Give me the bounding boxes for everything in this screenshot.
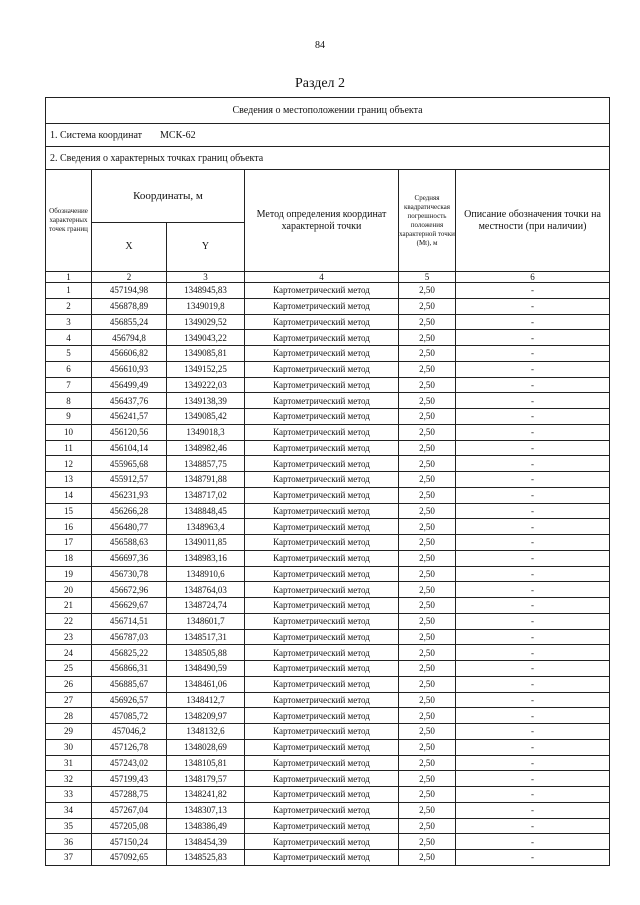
x-coord-cell: 456926,57 <box>92 692 167 708</box>
y-coord-cell: 1348910,6 <box>167 566 245 582</box>
accuracy-cell: 2,50 <box>399 519 456 535</box>
point-id-cell: 21 <box>46 598 92 614</box>
accuracy-cell: 2,50 <box>399 535 456 551</box>
table-row <box>46 834 610 850</box>
method-cell: Картометрический метод <box>245 787 399 803</box>
x-coord-cell: 457243,02 <box>92 755 167 771</box>
accuracy-cell: 2,50 <box>399 566 456 582</box>
y-coord-cell: 1348386,49 <box>167 818 245 834</box>
x-coord-cell: 456866,31 <box>92 661 167 677</box>
accuracy-cell: 2,50 <box>399 787 456 803</box>
table-row <box>46 346 610 362</box>
method-cell: Картометрический метод <box>245 676 399 692</box>
coord-system-label: 1. Система координат <box>50 129 143 141</box>
method-cell: Картометрический метод <box>245 566 399 582</box>
point-id-cell: 31 <box>46 755 92 771</box>
x-coord-cell: 456266,28 <box>92 503 167 519</box>
x-coord-cell: 456629,67 <box>92 598 167 614</box>
method-cell: Картометрический метод <box>245 850 399 866</box>
table-row <box>46 409 610 425</box>
table-row <box>46 440 610 456</box>
y-coord-cell: 1348982,46 <box>167 440 245 456</box>
method-cell: Картометрический метод <box>245 692 399 708</box>
y-coord-cell: 1348132,6 <box>167 724 245 740</box>
description-cell: - <box>456 440 610 456</box>
description-cell: - <box>456 787 610 803</box>
description-cell: - <box>456 409 610 425</box>
method-cell: Картометрический метод <box>245 283 399 299</box>
x-coord-cell: 456730,78 <box>92 566 167 582</box>
table-caption: Сведения о местоположении границ объекта <box>46 98 610 124</box>
point-id-cell: 37 <box>46 850 92 866</box>
x-coord-cell: 457126,78 <box>92 739 167 755</box>
table-row <box>46 566 610 582</box>
description-cell: - <box>456 645 610 661</box>
y-coord-cell: 1348461,06 <box>167 676 245 692</box>
table-row <box>46 692 610 708</box>
description-cell: - <box>456 330 610 346</box>
header-method: Метод определения координат характерной точки <box>245 170 399 272</box>
description-cell: - <box>456 393 610 409</box>
x-coord-cell: 457092,65 <box>92 850 167 866</box>
y-coord-cell: 1349029,52 <box>167 314 245 330</box>
y-coord-cell: 1348848,45 <box>167 503 245 519</box>
x-coord-cell: 456672,96 <box>92 582 167 598</box>
description-cell: - <box>456 771 610 787</box>
method-cell: Картометрический метод <box>245 535 399 551</box>
point-id-cell: 14 <box>46 487 92 503</box>
description-cell: - <box>456 361 610 377</box>
x-coord-cell: 456606,82 <box>92 346 167 362</box>
y-coord-cell: 1349222,03 <box>167 377 245 393</box>
header-description: Описание обозначения точки на местности (при наличии) <box>456 170 610 272</box>
table-row <box>46 298 610 314</box>
x-coord-cell: 456231,93 <box>92 487 167 503</box>
method-cell: Картометрический метод <box>245 661 399 677</box>
description-cell: - <box>456 724 610 740</box>
x-coord-cell: 457267,04 <box>92 802 167 818</box>
method-cell: Картометрический метод <box>245 771 399 787</box>
x-coord-cell: 456610,93 <box>92 361 167 377</box>
method-cell: Картометрический метод <box>245 519 399 535</box>
x-coord-cell: 456855,24 <box>92 314 167 330</box>
column-number: 6 <box>456 272 610 283</box>
x-coord-cell: 456499,49 <box>92 377 167 393</box>
table-body <box>46 283 610 866</box>
coord-system-value: МСК-62 <box>160 129 196 141</box>
table-row <box>46 535 610 551</box>
table-row <box>46 283 610 299</box>
point-id-cell: 2 <box>46 298 92 314</box>
point-id-cell: 22 <box>46 613 92 629</box>
method-cell: Картометрический метод <box>245 440 399 456</box>
point-id-cell: 12 <box>46 456 92 472</box>
point-id-cell: 11 <box>46 440 92 456</box>
boundary-points-table <box>45 97 610 866</box>
point-id-cell: 7 <box>46 377 92 393</box>
accuracy-cell: 2,50 <box>399 661 456 677</box>
table-row <box>46 676 610 692</box>
accuracy-cell: 2,50 <box>399 850 456 866</box>
point-id-cell: 13 <box>46 472 92 488</box>
accuracy-cell: 2,50 <box>399 676 456 692</box>
point-id-cell: 30 <box>46 739 92 755</box>
y-coord-cell: 1348307,13 <box>167 802 245 818</box>
y-coord-cell: 1348717,02 <box>167 487 245 503</box>
table-row <box>46 598 610 614</box>
description-cell: - <box>456 739 610 755</box>
y-coord-cell: 1348983,16 <box>167 550 245 566</box>
method-cell: Картометрический метод <box>245 598 399 614</box>
accuracy-cell: 2,50 <box>399 613 456 629</box>
table-row <box>46 330 610 346</box>
accuracy-cell: 2,50 <box>399 361 456 377</box>
table-row <box>46 645 610 661</box>
column-number: 3 <box>167 272 245 283</box>
description-cell: - <box>456 834 610 850</box>
method-cell: Картометрический метод <box>245 393 399 409</box>
x-coord-cell: 456437,76 <box>92 393 167 409</box>
table-row <box>46 472 610 488</box>
y-coord-cell: 1349085,81 <box>167 346 245 362</box>
point-id-cell: 19 <box>46 566 92 582</box>
point-id-cell: 27 <box>46 692 92 708</box>
x-coord-cell: 456480,77 <box>92 519 167 535</box>
method-cell: Картометрический метод <box>245 503 399 519</box>
description-cell: - <box>456 755 610 771</box>
point-id-cell: 33 <box>46 787 92 803</box>
table-row <box>46 850 610 866</box>
accuracy-cell: 2,50 <box>399 487 456 503</box>
description-cell: - <box>456 472 610 488</box>
x-coord-cell: 456885,67 <box>92 676 167 692</box>
point-id-cell: 18 <box>46 550 92 566</box>
point-id-cell: 25 <box>46 661 92 677</box>
accuracy-cell: 2,50 <box>399 314 456 330</box>
point-id-cell: 1 <box>46 283 92 299</box>
y-coord-cell: 1348963,4 <box>167 519 245 535</box>
description-cell: - <box>456 598 610 614</box>
point-id-cell: 34 <box>46 802 92 818</box>
x-coord-cell: 457046,2 <box>92 724 167 740</box>
description-cell: - <box>456 566 610 582</box>
accuracy-cell: 2,50 <box>399 645 456 661</box>
accuracy-cell: 2,50 <box>399 346 456 362</box>
x-coord-cell: 456787,03 <box>92 629 167 645</box>
accuracy-cell: 2,50 <box>399 755 456 771</box>
table-row <box>46 661 610 677</box>
description-cell: - <box>456 582 610 598</box>
method-cell: Картометрический метод <box>245 629 399 645</box>
accuracy-cell: 2,50 <box>399 330 456 346</box>
accuracy-cell: 2,50 <box>399 834 456 850</box>
description-cell: - <box>456 503 610 519</box>
y-coord-cell: 1348490,59 <box>167 661 245 677</box>
description-cell: - <box>456 629 610 645</box>
description-cell: - <box>456 802 610 818</box>
point-id-cell: 15 <box>46 503 92 519</box>
method-cell: Картометрический метод <box>245 708 399 724</box>
x-coord-cell: 457199,43 <box>92 771 167 787</box>
method-cell: Картометрический метод <box>245 377 399 393</box>
point-id-cell: 8 <box>46 393 92 409</box>
y-coord-cell: 1349019,8 <box>167 298 245 314</box>
description-cell: - <box>456 487 610 503</box>
x-coord-cell: 456120,56 <box>92 424 167 440</box>
point-id-cell: 28 <box>46 708 92 724</box>
method-cell: Картометрический метод <box>245 739 399 755</box>
y-coord-cell: 1348517,31 <box>167 629 245 645</box>
method-cell: Картометрический метод <box>245 346 399 362</box>
description-cell: - <box>456 613 610 629</box>
table-row <box>46 503 610 519</box>
x-coord-cell: 456104,14 <box>92 440 167 456</box>
x-coord-cell: 456825,22 <box>92 645 167 661</box>
point-id-cell: 4 <box>46 330 92 346</box>
accuracy-cell: 2,50 <box>399 298 456 314</box>
accuracy-cell: 2,50 <box>399 692 456 708</box>
description-cell: - <box>456 676 610 692</box>
table-row <box>46 739 610 755</box>
accuracy-cell: 2,50 <box>399 472 456 488</box>
accuracy-cell: 2,50 <box>399 739 456 755</box>
description-cell: - <box>456 424 610 440</box>
point-id-cell: 32 <box>46 771 92 787</box>
table-row <box>46 802 610 818</box>
point-id-cell: 10 <box>46 424 92 440</box>
accuracy-cell: 2,50 <box>399 283 456 299</box>
table-row <box>46 613 610 629</box>
accuracy-cell: 2,50 <box>399 550 456 566</box>
column-number: 4 <box>245 272 399 283</box>
method-cell: Картометрический метод <box>245 330 399 346</box>
table-row <box>46 755 610 771</box>
y-coord-cell: 1348209,97 <box>167 708 245 724</box>
y-coord-cell: 1348505,88 <box>167 645 245 661</box>
x-coord-cell: 455965,68 <box>92 456 167 472</box>
y-coord-cell: 1348241,82 <box>167 787 245 803</box>
description-cell: - <box>456 346 610 362</box>
method-cell: Картометрический метод <box>245 361 399 377</box>
accuracy-cell: 2,50 <box>399 771 456 787</box>
x-coord-cell: 456878,89 <box>92 298 167 314</box>
description-cell: - <box>456 314 610 330</box>
table-row <box>46 377 610 393</box>
method-cell: Картометрический метод <box>245 818 399 834</box>
table-row <box>46 393 610 409</box>
method-cell: Картометрический метод <box>245 456 399 472</box>
method-cell: Картометрический метод <box>245 582 399 598</box>
method-cell: Картометрический метод <box>245 613 399 629</box>
y-coord-cell: 1348525,83 <box>167 850 245 866</box>
point-id-cell: 29 <box>46 724 92 740</box>
y-coord-cell: 1348857,75 <box>167 456 245 472</box>
table-row <box>46 771 610 787</box>
y-coord-cell: 1349018,3 <box>167 424 245 440</box>
accuracy-cell: 2,50 <box>399 424 456 440</box>
table-row <box>46 708 610 724</box>
table-row <box>46 550 610 566</box>
y-coord-cell: 1348028,69 <box>167 739 245 755</box>
method-cell: Картометрический метод <box>245 409 399 425</box>
description-cell: - <box>456 519 610 535</box>
y-coord-cell: 1349085,42 <box>167 409 245 425</box>
description-cell: - <box>456 283 610 299</box>
point-id-cell: 17 <box>46 535 92 551</box>
y-coord-cell: 1348179,57 <box>167 771 245 787</box>
y-coord-cell: 1348724,74 <box>167 598 245 614</box>
y-coord-cell: 1348412,7 <box>167 692 245 708</box>
header-accuracy: Средняя квадратическая погрешность положения характерной точки (Мt), м <box>399 170 456 272</box>
description-cell: - <box>456 692 610 708</box>
header-y: Y <box>167 223 245 272</box>
table-row <box>46 456 610 472</box>
accuracy-cell: 2,50 <box>399 708 456 724</box>
point-id-cell: 20 <box>46 582 92 598</box>
header-coordinates: Координаты, м <box>92 170 245 223</box>
method-cell: Картометрический метод <box>245 802 399 818</box>
accuracy-cell: 2,50 <box>399 393 456 409</box>
description-cell: - <box>456 661 610 677</box>
table-row <box>46 787 610 803</box>
point-id-cell: 23 <box>46 629 92 645</box>
header-point-id: Обозначение характерных точек границ <box>46 170 92 272</box>
point-id-cell: 36 <box>46 834 92 850</box>
y-coord-cell: 1348945,83 <box>167 283 245 299</box>
accuracy-cell: 2,50 <box>399 802 456 818</box>
y-coord-cell: 1349011,85 <box>167 535 245 551</box>
accuracy-cell: 2,50 <box>399 377 456 393</box>
accuracy-cell: 2,50 <box>399 629 456 645</box>
point-id-cell: 6 <box>46 361 92 377</box>
table-row <box>46 487 610 503</box>
point-id-cell: 9 <box>46 409 92 425</box>
y-coord-cell: 1348791,88 <box>167 472 245 488</box>
table-row <box>46 629 610 645</box>
y-coord-cell: 1348764,03 <box>167 582 245 598</box>
point-id-cell: 5 <box>46 346 92 362</box>
method-cell: Картометрический метод <box>245 298 399 314</box>
method-cell: Картометрический метод <box>245 755 399 771</box>
method-cell: Картометрический метод <box>245 724 399 740</box>
y-coord-cell: 1348601,7 <box>167 613 245 629</box>
x-coord-cell: 455912,57 <box>92 472 167 488</box>
header-x: X <box>92 223 167 272</box>
description-cell: - <box>456 850 610 866</box>
accuracy-cell: 2,50 <box>399 598 456 614</box>
table-row <box>46 724 610 740</box>
x-coord-cell: 456794,8 <box>92 330 167 346</box>
description-cell: - <box>456 708 610 724</box>
description-cell: - <box>456 550 610 566</box>
x-coord-cell: 457194,98 <box>92 283 167 299</box>
method-cell: Картометрический метод <box>245 550 399 566</box>
x-coord-cell: 457085,72 <box>92 708 167 724</box>
y-coord-cell: 1348454,39 <box>167 834 245 850</box>
method-cell: Картометрический метод <box>245 645 399 661</box>
column-number: 2 <box>92 272 167 283</box>
y-coord-cell: 1348105,81 <box>167 755 245 771</box>
table-row <box>46 519 610 535</box>
accuracy-cell: 2,50 <box>399 440 456 456</box>
table-row <box>46 818 610 834</box>
description-cell: - <box>456 456 610 472</box>
point-id-cell: 24 <box>46 645 92 661</box>
table-row <box>46 361 610 377</box>
coord-system-row <box>46 124 610 147</box>
table-row <box>46 424 610 440</box>
point-id-cell: 35 <box>46 818 92 834</box>
column-number: 1 <box>46 272 92 283</box>
page-number: 84 <box>315 40 325 51</box>
column-number: 5 <box>399 272 456 283</box>
accuracy-cell: 2,50 <box>399 818 456 834</box>
x-coord-cell: 456697,36 <box>92 550 167 566</box>
accuracy-cell: 2,50 <box>399 503 456 519</box>
description-cell: - <box>456 818 610 834</box>
y-coord-cell: 1349043,22 <box>167 330 245 346</box>
method-cell: Картометрический метод <box>245 424 399 440</box>
column-numbers-row <box>46 272 610 283</box>
table-row <box>46 582 610 598</box>
accuracy-cell: 2,50 <box>399 724 456 740</box>
accuracy-cell: 2,50 <box>399 582 456 598</box>
y-coord-cell: 1349138,39 <box>167 393 245 409</box>
description-cell: - <box>456 298 610 314</box>
point-id-cell: 26 <box>46 676 92 692</box>
description-cell: - <box>456 535 610 551</box>
accuracy-cell: 2,50 <box>399 409 456 425</box>
x-coord-cell: 456241,57 <box>92 409 167 425</box>
point-id-cell: 3 <box>46 314 92 330</box>
method-cell: Картометрический метод <box>245 314 399 330</box>
section-title: Раздел 2 <box>294 76 346 91</box>
method-cell: Картометрический метод <box>245 472 399 488</box>
accuracy-cell: 2,50 <box>399 456 456 472</box>
x-coord-cell: 456588,63 <box>92 535 167 551</box>
method-cell: Картометрический метод <box>245 487 399 503</box>
x-coord-cell: 457288,75 <box>92 787 167 803</box>
x-coord-cell: 456714,51 <box>92 613 167 629</box>
description-cell: - <box>456 377 610 393</box>
x-coord-cell: 457205,08 <box>92 818 167 834</box>
points-section-title: 2. Сведения о характерных точках границ объекта <box>46 147 610 170</box>
y-coord-cell: 1349152,25 <box>167 361 245 377</box>
table-row <box>46 314 610 330</box>
point-id-cell: 16 <box>46 519 92 535</box>
method-cell: Картометрический метод <box>245 834 399 850</box>
x-coord-cell: 457150,24 <box>92 834 167 850</box>
